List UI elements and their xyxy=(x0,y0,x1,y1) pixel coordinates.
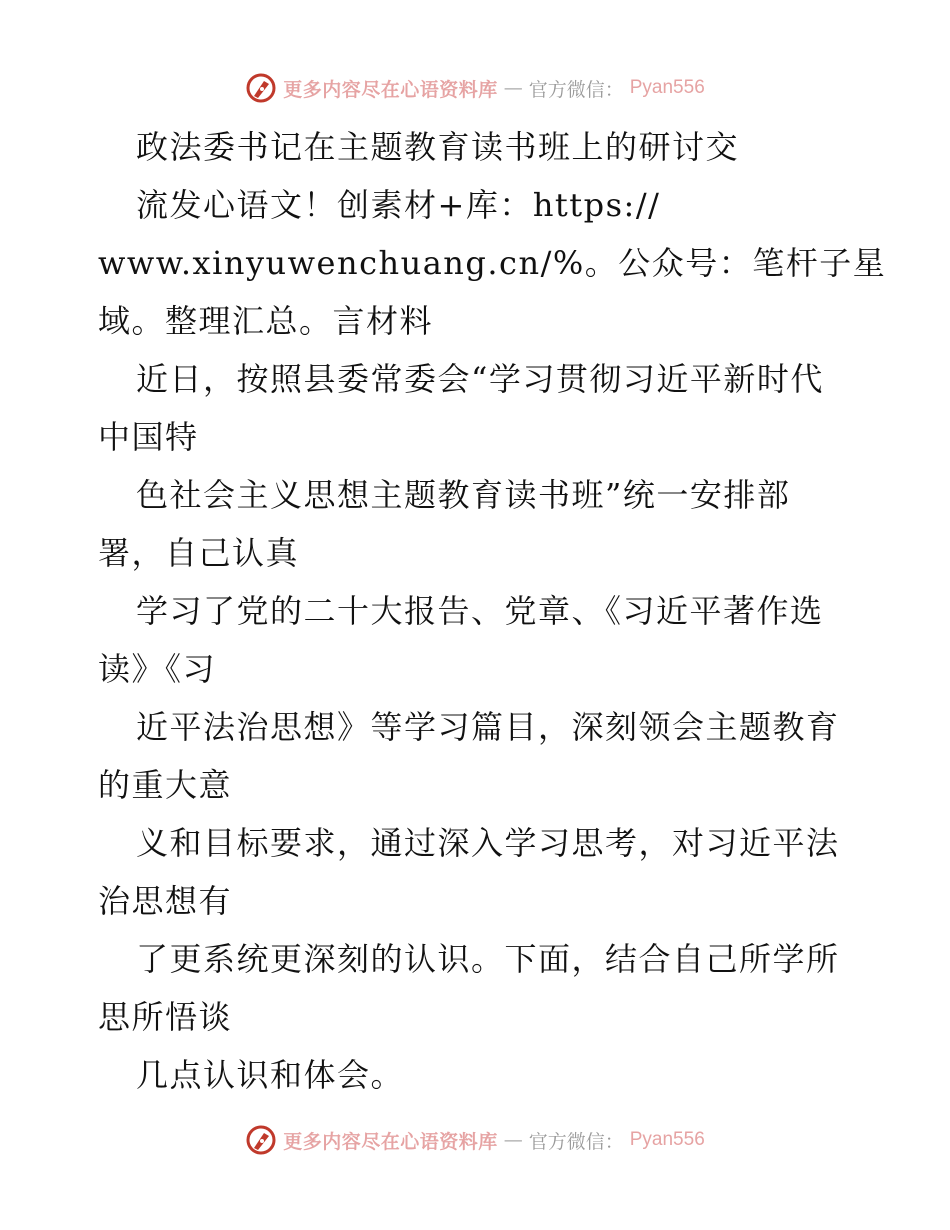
document-line: 近日，按照县委常委会“学习贯彻习近平新时代 xyxy=(136,360,824,398)
document-line: 中国特 xyxy=(98,418,199,456)
pen-nib-circle-icon xyxy=(245,72,277,104)
banner-wechat-id: Pyan556 xyxy=(629,1129,705,1150)
document-line: 署，自己认真 xyxy=(98,534,300,572)
document-line: 政法委书记在主题教育读书班上的研讨交 xyxy=(136,128,740,166)
document-line: 域。整理汇总。言材料 xyxy=(98,302,434,340)
document-line: 治思想有 xyxy=(98,882,233,920)
pen-nib-circle-icon xyxy=(245,1124,277,1156)
banner-wechat-label: 官方微信： xyxy=(528,78,624,101)
footer-banner xyxy=(0,1120,950,1160)
document-line: 近平法治思想》等学习篇目，深刻领会主题教育 xyxy=(136,708,840,746)
document-line: 了更系统更深刻的认识。下面，结合自己所学所 xyxy=(136,940,840,978)
document-line: 读》《习 xyxy=(98,650,217,688)
document-line: 的重大意 xyxy=(98,766,233,804)
document-line: 学习了党的二十大报告、党章、《习近平著作选 xyxy=(136,592,824,630)
document-line: 义和目标要求，通过深入学习思考，对习近平法 xyxy=(136,824,840,862)
document-line: 思所悟谈 xyxy=(98,998,233,1036)
banner-text: 更多内容尽在心语资料库 xyxy=(283,1130,498,1153)
banner-separator: — xyxy=(503,1129,523,1151)
document-body xyxy=(98,118,887,1104)
document-line: 色社会主义思想主题教育读书班”统一安排部 xyxy=(136,476,791,514)
header-banner xyxy=(0,68,950,108)
document-line: 流发心语文！创素材+库：https:// xyxy=(136,186,661,224)
banner-text: 更多内容尽在心语资料库 xyxy=(283,78,498,101)
document-line: www.xinyuwenchuang.cn/%。公众号：笔杆子星 xyxy=(98,244,887,282)
banner-separator: — xyxy=(503,77,523,99)
document-line: 几点认识和体会。 xyxy=(136,1056,405,1094)
banner-wechat-label: 官方微信： xyxy=(528,1130,624,1153)
banner-wechat-id: Pyan556 xyxy=(629,77,705,98)
